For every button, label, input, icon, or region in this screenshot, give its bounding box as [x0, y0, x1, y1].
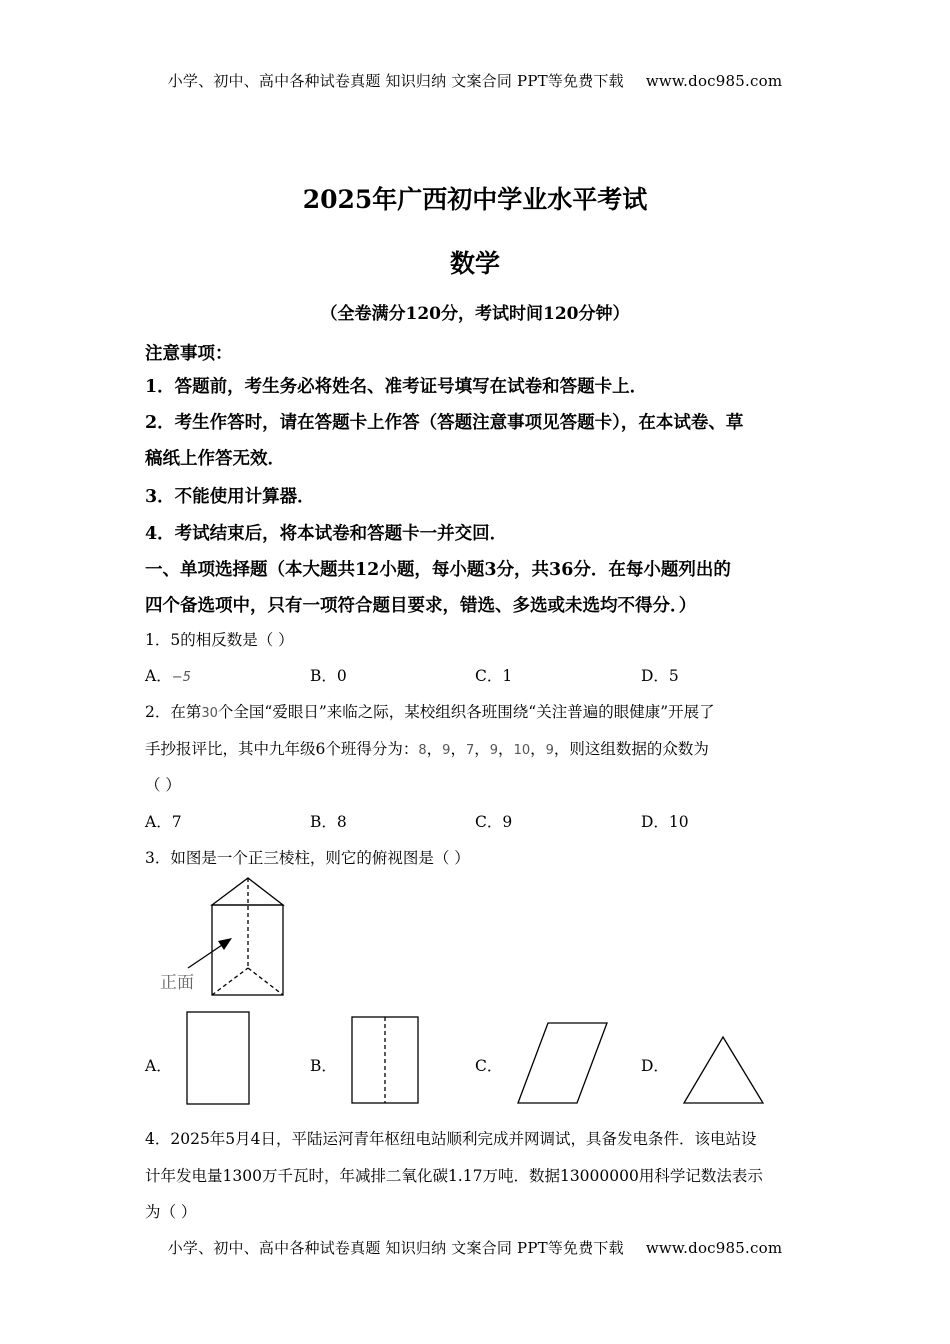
- notice-item-4: 4．考试结束后，将本试卷和答题卡一并交回．: [145, 524, 508, 544]
- notice-heading: 注意事项：: [145, 344, 233, 364]
- q2-line2-b: ，则这组数据的众数为: [553, 740, 709, 758]
- q2-stem-line3: （ ）: [145, 776, 181, 794]
- q1-option-a: [145, 664, 191, 686]
- q3-option-c-figure: [515, 1020, 611, 1106]
- notice-item-1: 1．答题前，考生务必将姓名、准考证号填写在试卷和答题卡上．: [145, 377, 648, 397]
- notice-item-3: 3．不能使用计算器．: [145, 487, 315, 507]
- notice-item-2-cont: 稿纸上作答无效．: [145, 449, 285, 469]
- footer-site-link[interactable]: www.doc985.com: [645, 1239, 783, 1257]
- q2-sep: ，: [498, 740, 514, 758]
- footer-text: 小学、初中、高中各种试卷真题 知识归纳 文案合同 PPT等免费下载: [167, 1239, 624, 1257]
- q3-option-b-figure: [350, 1015, 422, 1105]
- q2-stem-line1: [145, 700, 810, 722]
- q2-stem-b: 个全国“爱眼日”来临之际，某校组织各班围绕“关注普遍的眼健康”开展了: [217, 703, 715, 721]
- q3-option-a-label: A．: [145, 1057, 172, 1075]
- q2-sep: ，: [530, 740, 546, 758]
- q2-score-3: 7: [465, 743, 475, 758]
- front-arrow-line: [188, 943, 225, 968]
- q2-sep: ，: [426, 740, 443, 758]
- q1-option-b: B．0: [310, 667, 347, 685]
- rectangle-shape: [187, 1012, 249, 1104]
- q3-option-b-label: B．: [310, 1057, 337, 1075]
- q2-option-a: A．7: [145, 813, 182, 831]
- q2-score-1: 8: [418, 743, 427, 758]
- page-footer: [0, 1237, 950, 1258]
- q2-line2-a: 手抄报评比，其中九年级6个班得分为：: [145, 740, 419, 758]
- q2-score-6: 9: [545, 743, 554, 758]
- q4-stem-line3: 为（ ）: [145, 1203, 197, 1221]
- q4-stem-line2: 计年发电量1300万千瓦时，年减排二氧化碳1.17万吨．数据13000000用科学记数法表示: [145, 1167, 763, 1185]
- exam-title: 2025年广西初中学业水平考试: [302, 185, 648, 214]
- prism-hidden-base-left: [212, 968, 248, 995]
- q1-stem: 1．5的相反数是（ ）: [145, 631, 294, 649]
- triangle-shape: [684, 1037, 763, 1103]
- q3-option-d-figure: [682, 1034, 766, 1106]
- parallelogram-shape: [518, 1023, 607, 1103]
- section-heading-line1: 一、单项选择题（本大题共12小题，每小题3分，共36分．在每小题列出的: [145, 560, 731, 580]
- q2-stem-a: 2．在第: [145, 703, 202, 721]
- q3-option-c-label: C．: [475, 1057, 503, 1075]
- q1-option-d: D．5: [641, 667, 679, 685]
- q4-stem-line1: 4．2025年5月4日，平陆运河青年枢纽电站顺利完成并网调试，具备发电条件．该电站设: [145, 1130, 757, 1148]
- q2-option-b: B．8: [310, 813, 347, 831]
- q1-option-a-value: −5: [171, 670, 191, 685]
- notice-item-2: 2．考生作答时，请在答题卡上作答（答题注意事项见答题卡），在本试卷、草: [145, 413, 744, 433]
- q2-score-5: 10: [513, 743, 531, 758]
- q3-option-a-figure: [185, 1010, 253, 1106]
- prism-figure: [150, 870, 300, 1000]
- q2-sep: ，: [474, 740, 490, 758]
- q2-sep: ，: [450, 740, 466, 758]
- score-info: （全卷满分120分，考试时间120分钟）: [320, 304, 630, 324]
- subject-title: 数学: [449, 249, 500, 278]
- q2-score-4: 9: [489, 743, 499, 758]
- q2-stem-line2: [145, 737, 810, 759]
- q2-score-2: 9: [442, 743, 451, 758]
- q3-stem: 3．如图是一个正三棱柱，则它的俯视图是（ ）: [145, 849, 470, 867]
- q1-option-c: C．1: [475, 667, 513, 685]
- front-label: 正面: [160, 973, 194, 993]
- page-header: [0, 70, 950, 91]
- q3-option-d-label: D．: [641, 1057, 669, 1075]
- header-text: 小学、初中、高中各种试卷真题 知识归纳 文案合同 PPT等免费下载: [167, 72, 624, 90]
- q1-option-a-label: A．: [145, 667, 172, 685]
- q2-option-c: C．9: [475, 813, 513, 831]
- front-arrow-head: [218, 938, 232, 950]
- q2-num: 30: [201, 706, 218, 721]
- header-site-link[interactable]: www.doc985.com: [645, 72, 783, 90]
- section-heading-line2: 四个备选项中，只有一项符合题目要求，错选、多选或未选均不得分．）: [145, 596, 697, 616]
- q2-option-d: D．10: [641, 813, 689, 831]
- prism-hidden-base-right: [248, 968, 283, 995]
